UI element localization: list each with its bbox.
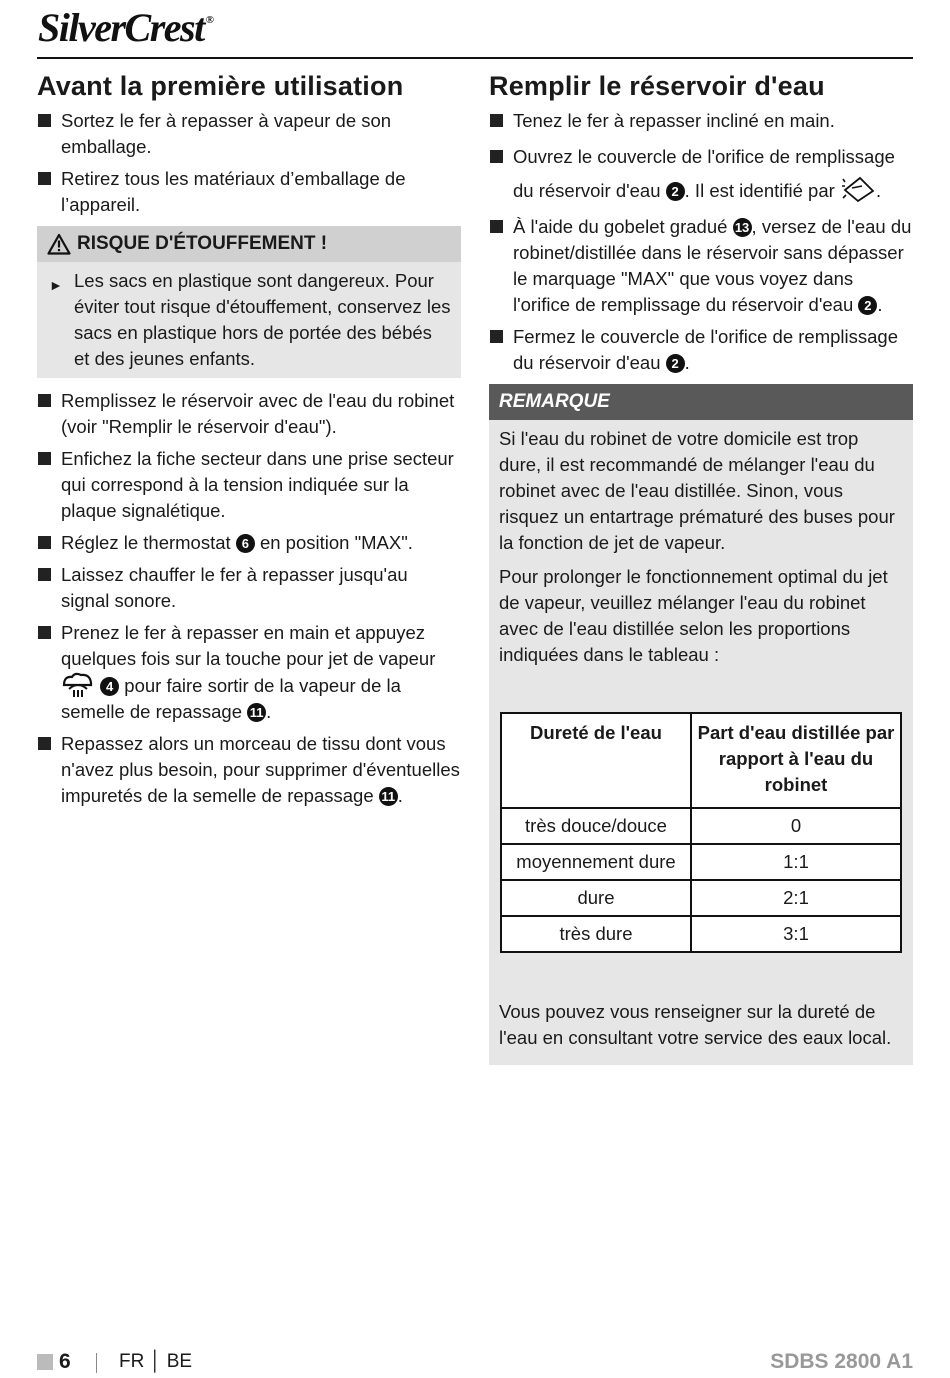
- table-cell: très douce/douce: [501, 808, 691, 844]
- list-item: Prenez le fer à repasser en main et appuyez quelques fois sur la touche pour jet de vapeur 4 pour faire sortir de la vapeur de la semelle de repassage 11 .: [37, 620, 461, 725]
- table-cell: 0: [691, 808, 901, 844]
- water-fill-symbol-icon: [840, 175, 876, 203]
- remark-paragraph: Si l'eau du robinet de votre domicile est trop dure, il est recommandé de mélanger l'eau du robinet avec de l'eau distillée. Sinon, vous risquez un entartrage prématuré des buses pour la fonction de jet de vapeur.: [499, 428, 895, 553]
- list-item: Enfichez la fiche secteur dans une prise secteur qui correspond à la tension indiquée sur la plaque signalétique.: [37, 446, 461, 524]
- remark-body: [489, 420, 913, 1065]
- bullet-square-icon: [490, 330, 503, 343]
- list-item: Fermez le couvercle de l'orifice de remplissage du réservoir d'eau 2 .: [489, 324, 913, 376]
- part-number-badge: 6: [236, 534, 255, 553]
- bullet-square-icon: [490, 114, 503, 127]
- right-column: [489, 70, 913, 1065]
- bullet-square-icon: [38, 172, 51, 185]
- remark-heading: REMARQUE: [489, 384, 913, 420]
- remark-paragraph: Vous pouvez vous renseigner sur la dureté de l'eau en consultant votre service des eaux local.: [499, 1001, 892, 1048]
- page-footer: [37, 1350, 913, 1378]
- part-number-badge: 2: [666, 182, 685, 201]
- list-item: Remplissez le réservoir avec de l'eau du robinet (voir "Remplir le réservoir d'eau").: [37, 388, 461, 440]
- water-hardness-table: [500, 712, 902, 953]
- bullet-square-icon: [38, 568, 51, 581]
- warning-box: [37, 226, 461, 378]
- bullet-square-icon: [38, 452, 51, 465]
- section-title-first-use: Avant la première utilisation: [37, 71, 404, 101]
- left-column: [37, 70, 461, 815]
- table-cell: 1:1: [691, 844, 901, 880]
- warning-heading: RISQUE D'ÉTOUFFEMENT !: [37, 226, 461, 262]
- table-header-cell: Dureté de l'eau: [501, 713, 691, 808]
- list-item: À l'aide du gobelet gradué 13 , versez de l'eau du robinet/distillée dans le réservoir sans dépasser le marquage "MAX" que vous voyez dans l'orifice de remplissage du réservoir d'eau 2 .: [489, 214, 913, 318]
- arrow-right-icon: ►: [49, 277, 63, 293]
- bullet-square-icon: [38, 114, 51, 127]
- table-row: [501, 916, 901, 952]
- table-cell: 3:1: [691, 916, 901, 952]
- table-row: [501, 808, 901, 844]
- table-row: [501, 880, 901, 916]
- warning-triangle-icon: [47, 233, 71, 255]
- model-number: SDBS 2800 A1: [770, 1350, 913, 1373]
- remark-paragraph: Pour prolonger le fonctionnement optimal du jet de vapeur, veuillez mélanger l'eau du robinet avec de l'eau distillée selon les proportions indiquées dans le tableau :: [499, 566, 888, 665]
- header-rule: [37, 57, 913, 59]
- footer-square-icon: [37, 1354, 53, 1370]
- bullet-square-icon: [38, 626, 51, 639]
- table-cell: très dure: [501, 916, 691, 952]
- remark-box: [489, 384, 913, 1065]
- part-number-badge: 4: [100, 677, 119, 696]
- bullet-square-icon: [490, 150, 503, 163]
- section-title-fill-tank: Remplir le réservoir d'eau: [489, 71, 825, 101]
- table-cell: dure: [501, 880, 691, 916]
- list-item: Retirez tous les matériaux d’emballage de l’appareil.: [37, 166, 461, 218]
- page-number: 6: [59, 1350, 71, 1373]
- list-item: Laissez chauffer le fer à repasser jusqu'au signal sonore.: [37, 562, 461, 614]
- steam-burst-icon: [61, 672, 95, 698]
- list-item: Repassez alors un morceau de tissu dont vous n'avez plus besoin, pour supprimer d'éventuelles impuretés de la semelle de repassage 11 .: [37, 731, 461, 809]
- bullet-square-icon: [38, 536, 51, 549]
- footer-divider: [96, 1353, 97, 1373]
- table-row: [501, 844, 901, 880]
- table-cell: moyennement dure: [501, 844, 691, 880]
- table-header-cell: Part d'eau distillée par rapport à l'eau du robinet: [691, 713, 901, 808]
- bullet-square-icon: [38, 394, 51, 407]
- warning-text: ► Les sacs en plastique sont dangereux. Pour éviter tout risque d'étouffement, conservez les sacs en plastique hors de portée des bébés et des jeunes enfants.: [49, 270, 451, 369]
- brand-logo: SilverCrest ®: [38, 5, 213, 50]
- table-cell: 2:1: [691, 880, 901, 916]
- part-number-badge: 2: [858, 296, 877, 315]
- table-header-row: [501, 713, 901, 808]
- part-number-badge: 11: [379, 787, 398, 806]
- list-item: Sortez le fer à repasser à vapeur de son emballage.: [37, 108, 461, 160]
- language-label: FR │ BE: [119, 1351, 193, 1372]
- bullet-square-icon: [490, 220, 503, 233]
- part-number-badge: 2: [666, 354, 685, 373]
- list-item: Réglez le thermostat 6 en position "MAX".: [37, 530, 461, 556]
- part-number-badge: 11: [247, 703, 266, 722]
- list-item: Tenez le fer à repasser incliné en main.: [489, 108, 913, 134]
- list-item: Ouvrez le couvercle de l'orifice de remplissage du réservoir d'eau 2 . Il est identifié par .: [489, 140, 913, 208]
- part-number-badge: 13: [733, 218, 752, 237]
- bullet-square-icon: [38, 737, 51, 750]
